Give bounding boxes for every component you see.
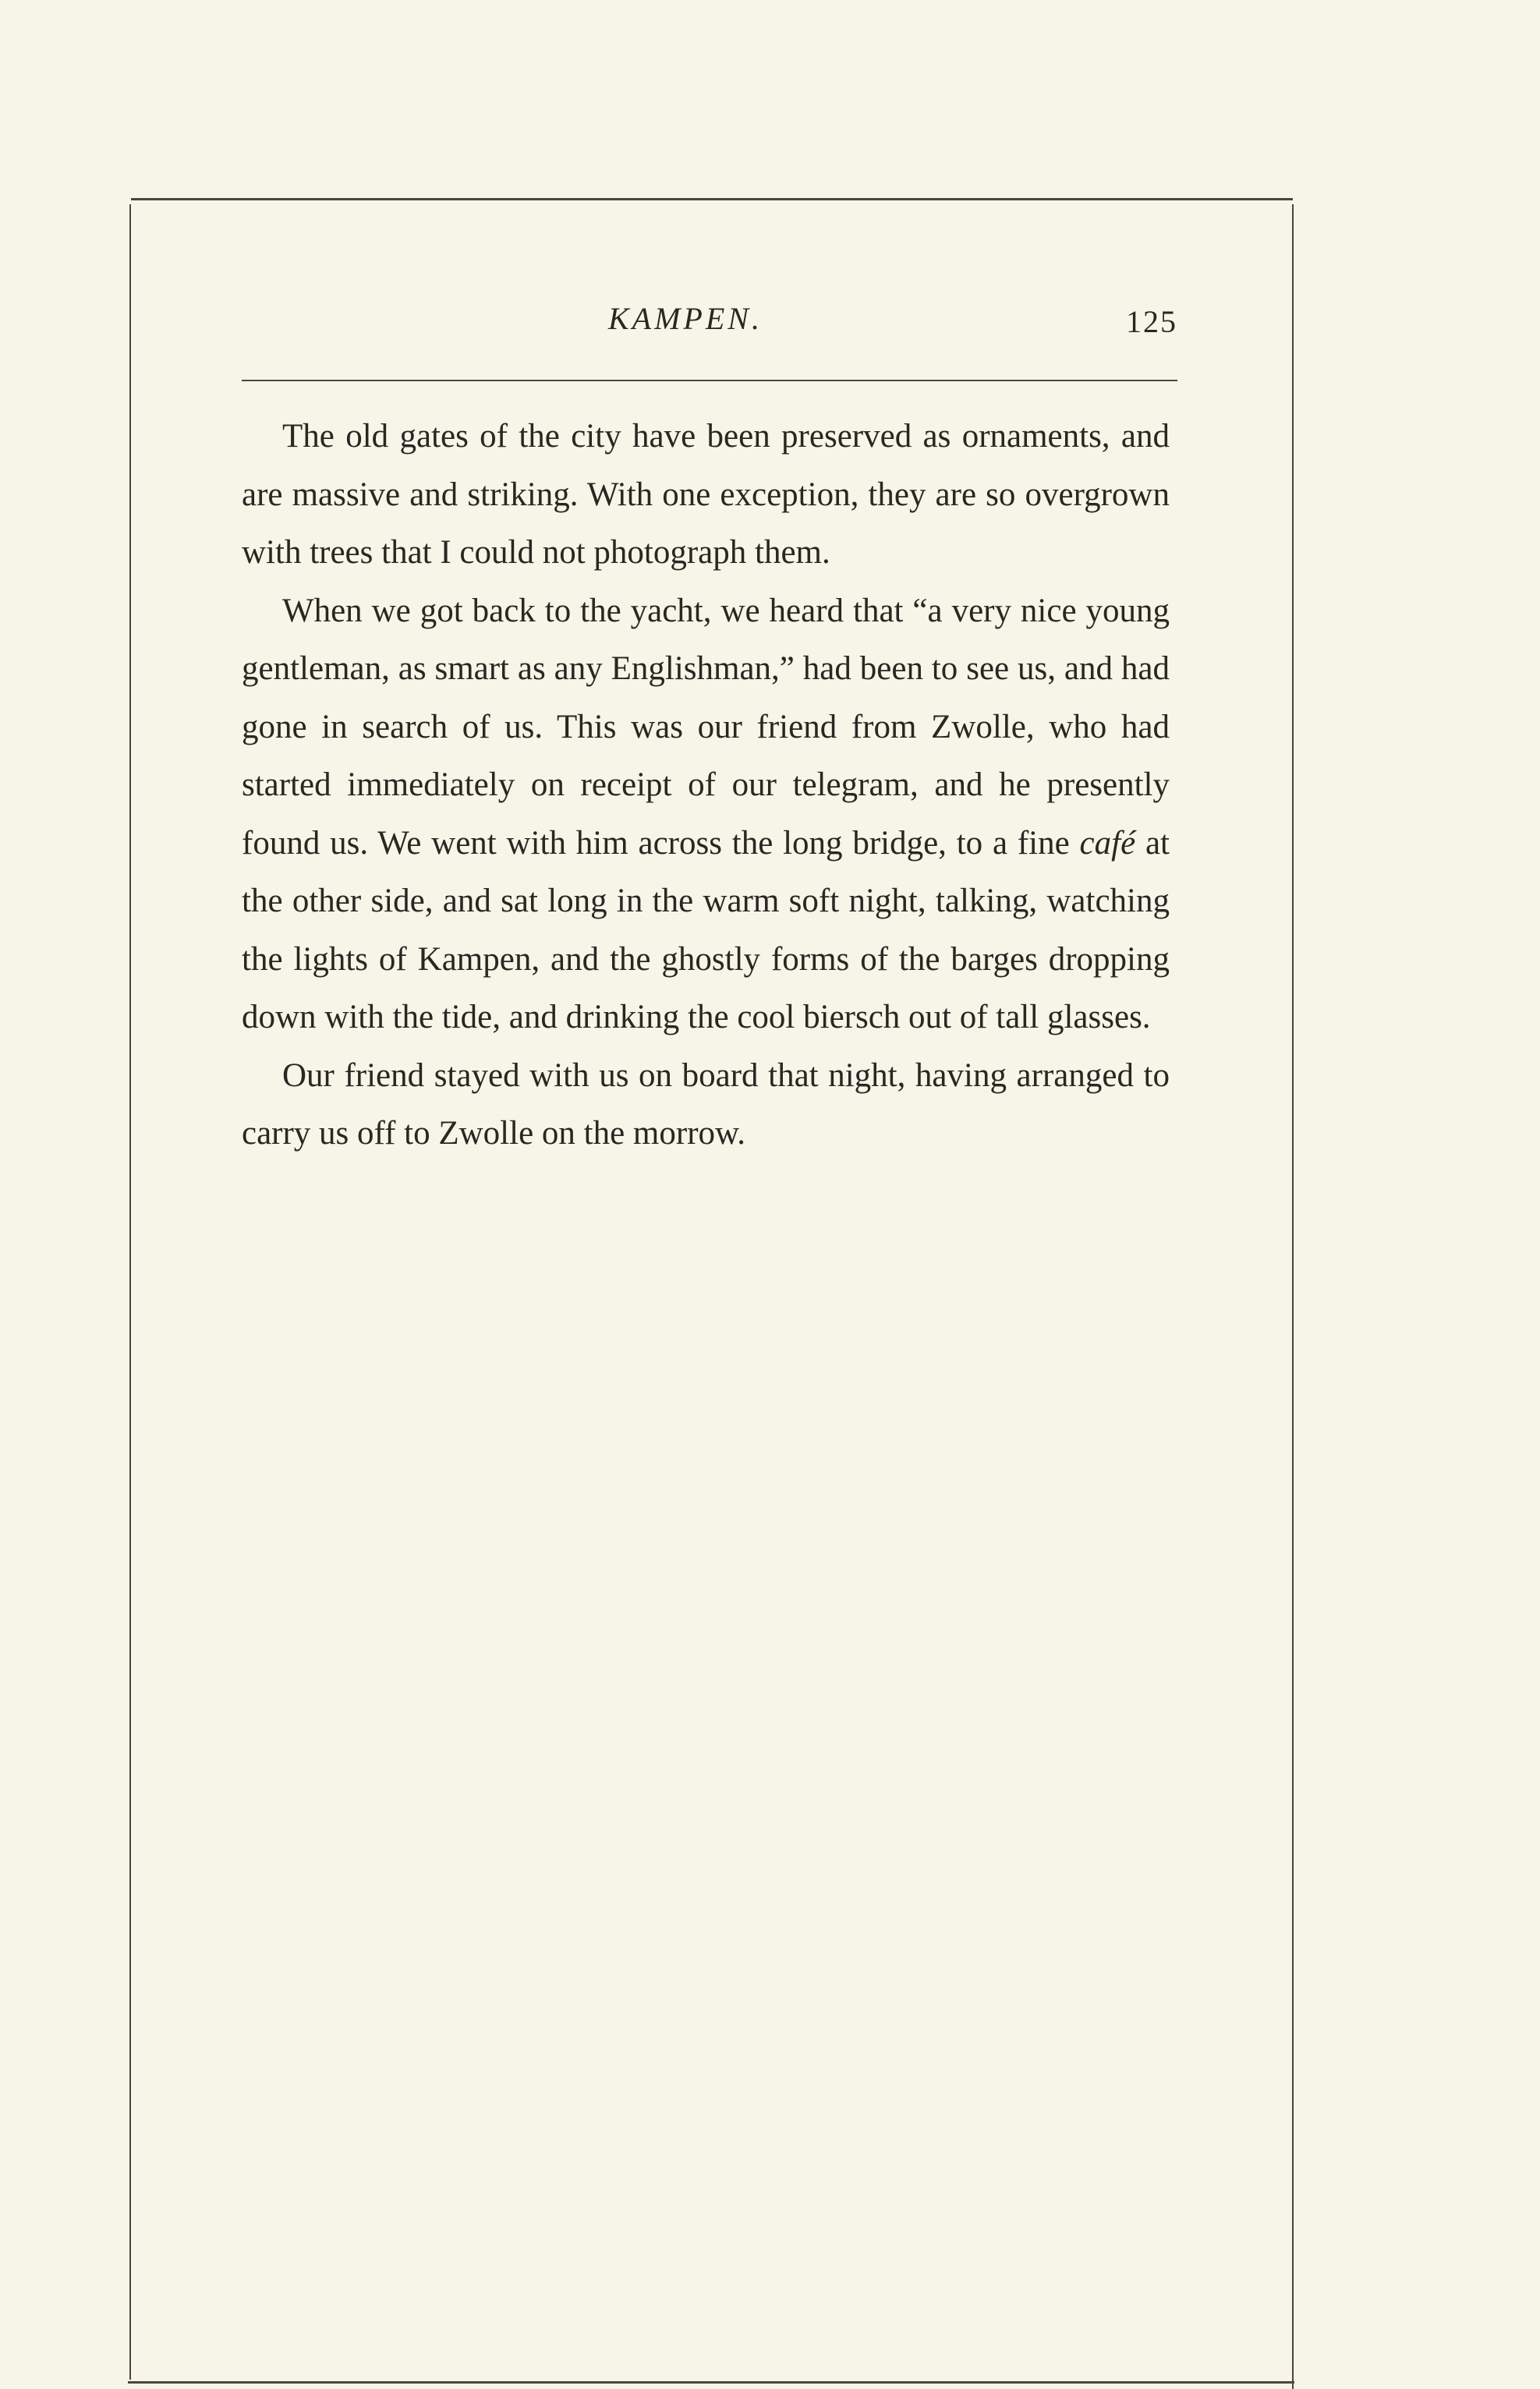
- body-text: [242, 408, 1170, 1163]
- page-number: 125: [1126, 304, 1177, 339]
- frame-left-rule-drawn: [129, 204, 131, 2380]
- header-rule: [242, 380, 1177, 381]
- frame-top-rule: [131, 198, 1293, 200]
- paragraph-2: [242, 582, 1170, 1047]
- frame-bottom-rule: [128, 2381, 1294, 2384]
- paragraph-2-italic-word: café: [1079, 824, 1136, 862]
- paragraph-2-text-start: When we got back to the yacht, we heard that “a very nice young gentleman, as smart as any Englishman,” had been to see us, and had gone in search of us. This was our friend from Zwolle, who had started immediately on receipt of our telegram, and he presently found us. We went with him across the long bridge, to a fine: [242, 592, 1170, 862]
- running-title: KAMPEN.: [608, 301, 763, 336]
- running-head: [234, 300, 1177, 355]
- paragraph-1: The old gates of the city have been preserved as ornaments, and are massive and striking. With one exception, they are so overgrown with trees that I could not photograph them.: [242, 418, 1170, 571]
- paragraph-2-text-end: at the other side, and sat long in the warm soft night, talking, watching the lights of Kampen, and the ghostly forms of the barges dropping down with the tide, and drinking the cool biersch out of tall glasses.: [242, 824, 1170, 1035]
- paragraph-3: Our friend stayed with us on board that night, having arranged to carry us off to Zwolle on the morrow.: [242, 1056, 1170, 1152]
- frame-right-rule: [1292, 204, 1294, 2389]
